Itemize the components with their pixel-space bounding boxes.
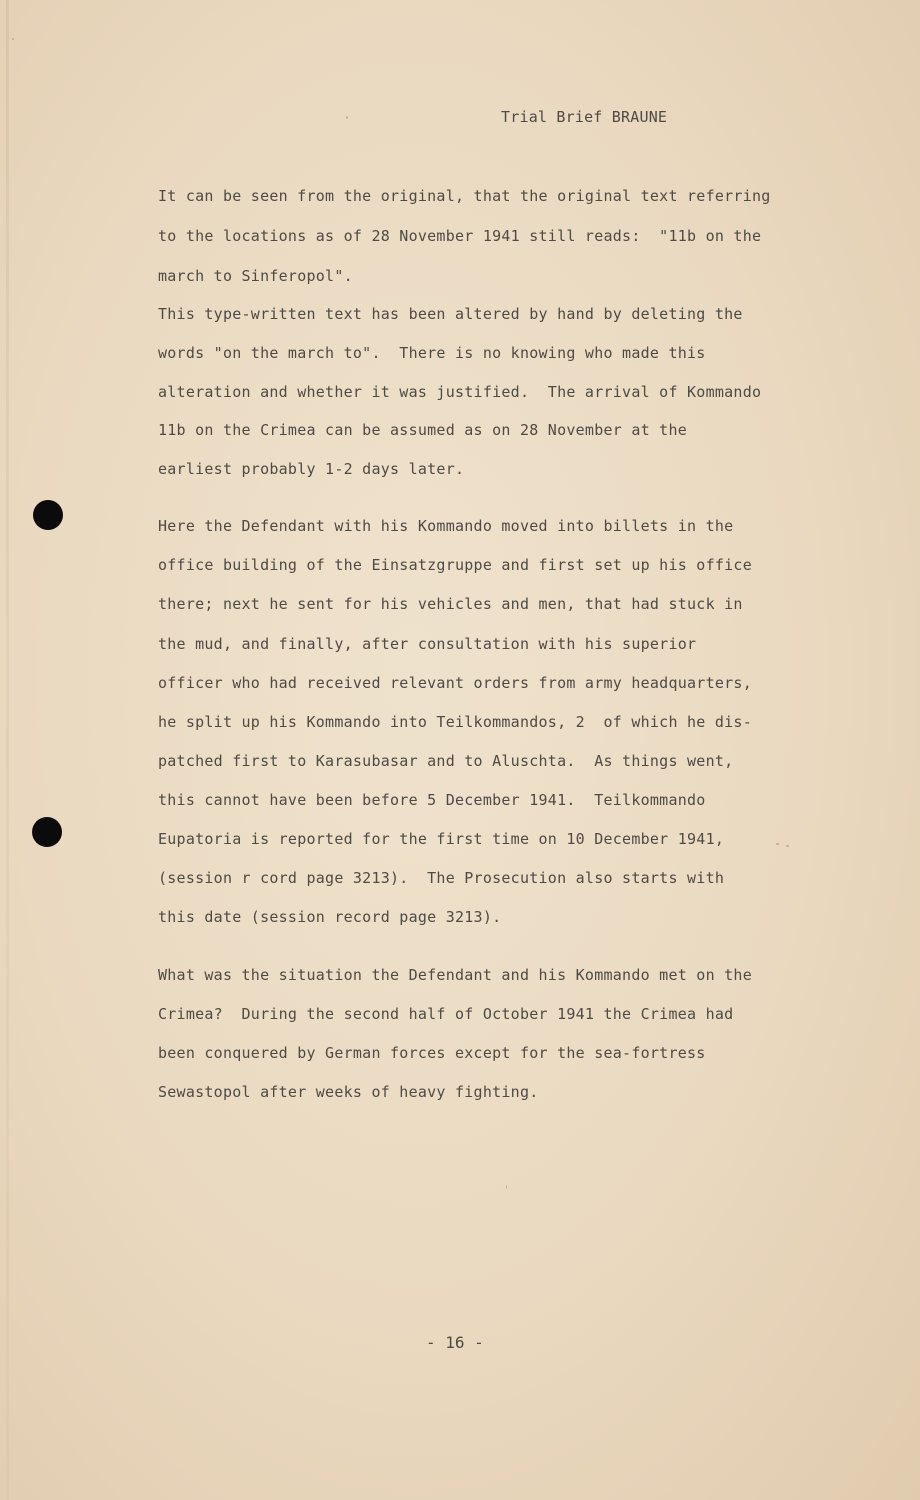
text-line: What was the situation the Defendant and his Kommando met on the bbox=[158, 966, 752, 984]
text-line: been conquered by German forces except for the sea-fortress bbox=[158, 1044, 706, 1062]
text-line: march to Sinferopol". bbox=[158, 267, 353, 285]
text-line: Here the Defendant with his Kommando moved into billets in the bbox=[158, 517, 734, 535]
paper-speck bbox=[776, 843, 779, 845]
text-line: words "on the march to". There is no knowing who made this bbox=[158, 344, 706, 362]
text-line: This type-written text has been altered by hand by deleting the bbox=[158, 305, 743, 323]
punch-hole-bottom bbox=[32, 817, 62, 847]
text-line: (session r cord page 3213). The Prosecution also starts with bbox=[158, 869, 725, 887]
text-line: patched first to Karasubasar and to Aluschta. As things went, bbox=[158, 752, 734, 770]
text-line: It can be seen from the original, that the original text referring bbox=[158, 187, 771, 205]
paper-speck bbox=[346, 116, 348, 119]
text-line: there; next he sent for his vehicles and men, that had stuck in bbox=[158, 595, 743, 613]
paper-speck bbox=[786, 845, 789, 847]
text-line: the mud, and finally, after consultation with his superior bbox=[158, 635, 697, 653]
punch-hole-top bbox=[33, 500, 63, 530]
text-line: Crimea? During the second half of October 1941 the Crimea had bbox=[158, 1005, 734, 1023]
paper-speck bbox=[12, 38, 14, 40]
paper-speck bbox=[506, 1185, 507, 1189]
text-line: officer who had received relevant orders from army headquarters, bbox=[158, 674, 752, 692]
text-line: this cannot have been before 5 December 1941. Teilkommando bbox=[158, 791, 706, 809]
text-line: Sewastopol after weeks of heavy fighting. bbox=[158, 1083, 539, 1101]
text-line: alteration and whether it was justified. The arrival of Kommando bbox=[158, 383, 762, 401]
text-line: office building of the Einsatzgruppe and first set up his office bbox=[158, 556, 752, 574]
text-line: this date (session record page 3213). bbox=[158, 908, 502, 926]
text-line: to the locations as of 28 November 1941 still reads: "11b on the bbox=[158, 227, 762, 245]
text-line: Eupatoria is reported for the first time on 10 December 1941, bbox=[158, 830, 725, 848]
text-line: earliest probably 1-2 days later. bbox=[158, 460, 465, 478]
text-line: he split up his Kommando into Teilkommandos, 2 of which he dis- bbox=[158, 713, 752, 731]
page-number: - 16 - bbox=[426, 1333, 484, 1352]
document-header: Trial Brief BRAUNE bbox=[501, 108, 668, 126]
text-line: 11b on the Crimea can be assumed as on 28 November at the bbox=[158, 421, 688, 439]
